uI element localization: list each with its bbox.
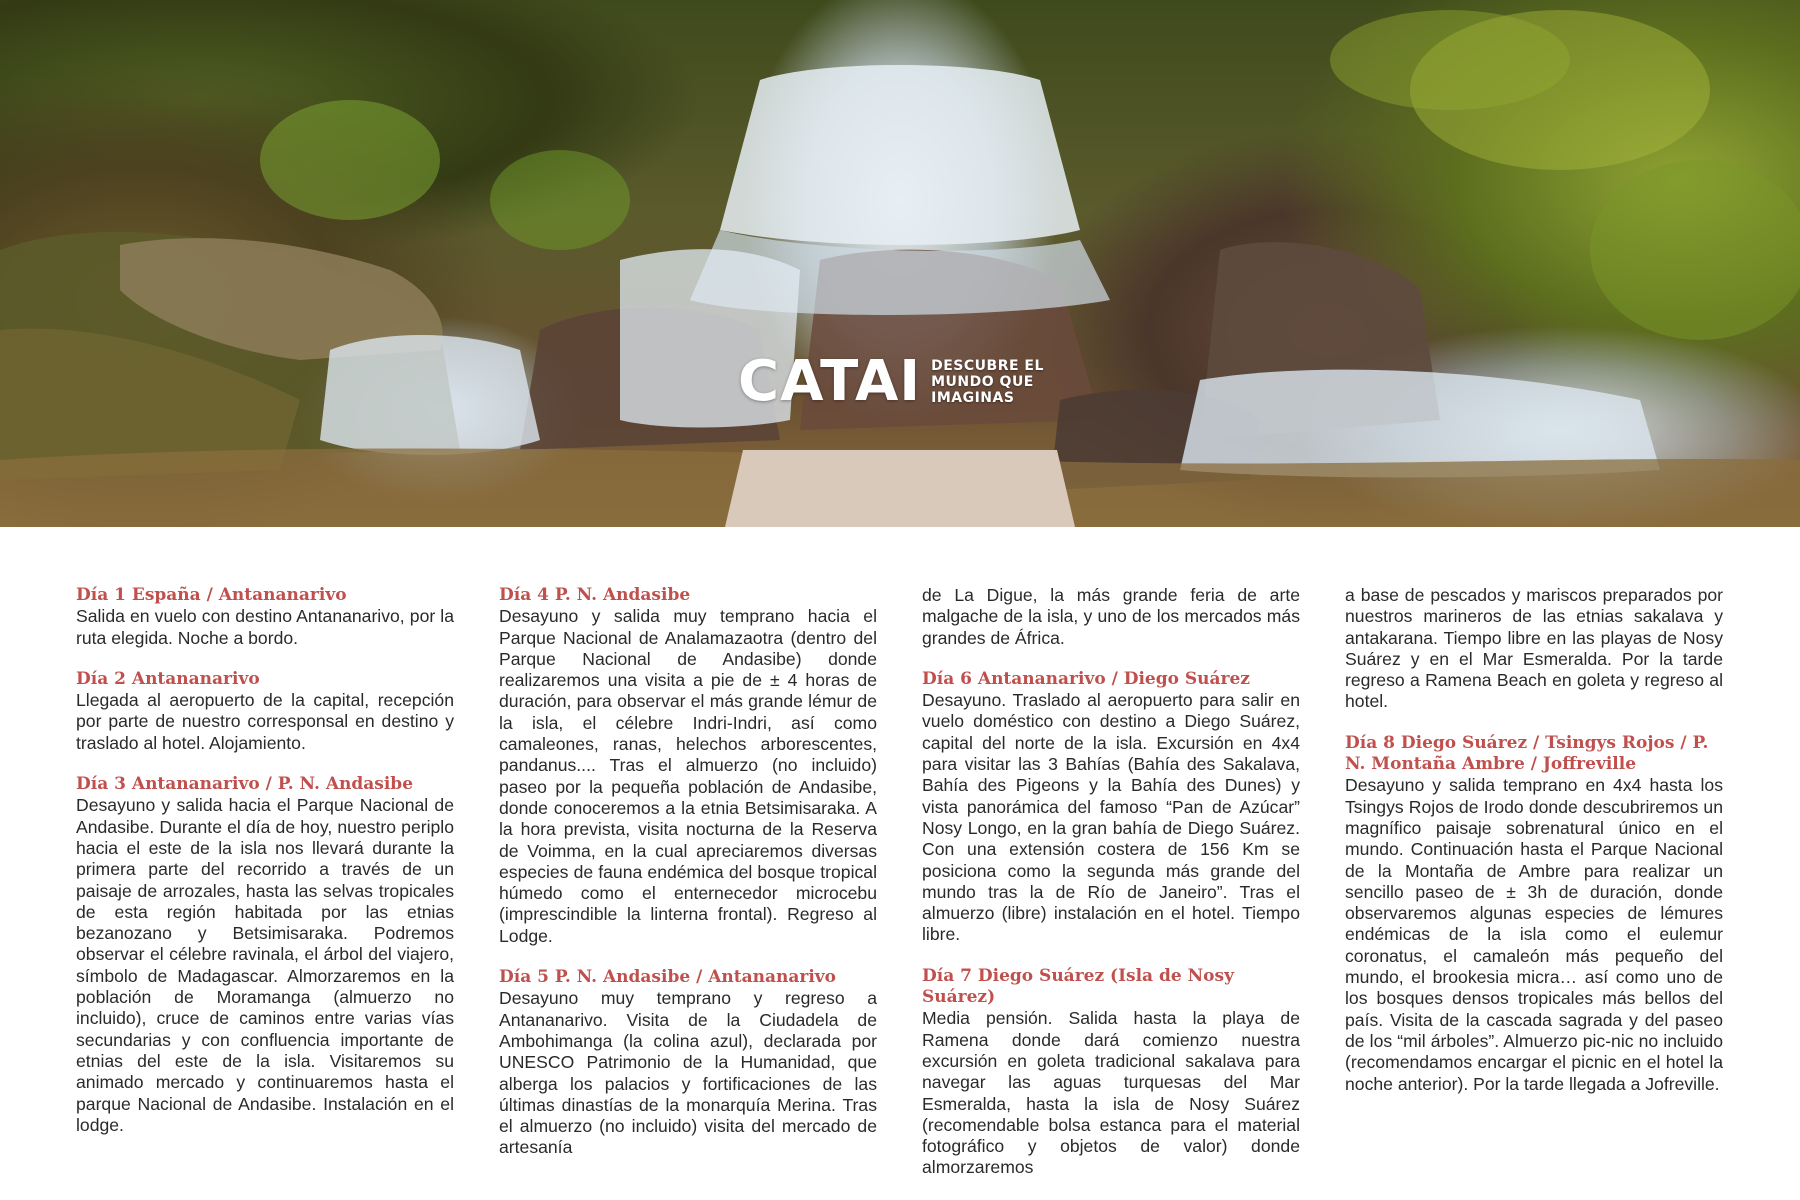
day-title: Día 8 Diego Suárez / Tsingys Rojos / P. N. Montaña Ambre / Joffreville (1345, 732, 1709, 775)
day-block (76, 669, 454, 754)
logo-tagline-line: DESCUBRE EL (931, 358, 1044, 374)
day-block (922, 966, 1300, 1179)
day-block (499, 585, 877, 947)
day-text: Desayuno muy temprano y regreso a Antananarivo. Visita de la Ciudadela de Ambohimanga (la colina azul), declarada por UNESCO Patrimonio de la Humanidad, que alberga los palacios y fortificaciones de las últimas dinastías de la monarquía Merina. Tras el almuerzo (no incluido) visita del mercado de artesanía (499, 988, 877, 1158)
day-text: Media pensión. Salida hasta la playa de Ramena donde dará comienzo nuestra excursión en goleta tradicional sakalava para navegar las aguas turquesas del Mar Esmeralda, hasta la isla de Nosy Suárez (recomendable bolsa estanca para el material fotográfico y objetos de valor) donde almorzaremos (922, 1008, 1300, 1178)
continued-text: a base de pescados y mariscos preparados por nuestros marineros de las etnias sakalava y antakarana. Tiempo libre en las playas de Nosy Suárez y en el Mar Esmeralda. Por la tarde regreso a Ramena Beach en goleta y regreso al hotel. (1345, 585, 1723, 712)
continued-text: de La Digue, la más grande feria de arte malgache de la isla, y uno de los mercados más grandes de África. (922, 585, 1300, 648)
catai-logo (738, 349, 1044, 414)
day-title: Día 7 Diego Suárez (Isla de Nosy Suárez) (922, 965, 1234, 1008)
day-title: Día 4 P. N. Andasibe (499, 585, 691, 605)
day-title: Día 5 P. N. Andasibe / Antananarivo (499, 967, 837, 988)
day-block (76, 585, 454, 649)
day-title: Día 2 Antananarivo (76, 668, 260, 689)
day-block (1345, 733, 1723, 1095)
logo-tagline (931, 358, 1044, 406)
waterfall-illustration (0, 0, 1800, 527)
itinerary-column-1 (76, 585, 454, 1156)
day-title: Día 3 Antananarivo / P. N. Andasibe (76, 774, 414, 795)
day-block (76, 774, 454, 1136)
day-title: Día 6 Antananarivo / Diego Suárez (922, 668, 1250, 689)
hero-photo-waterfall (0, 0, 1800, 527)
itinerary-column-4 (1345, 585, 1723, 1115)
day-text: Desayuno y salida hacia el Parque Nacional de Andasibe. Durante el día de hoy, nuestro periplo hacia el este de la isla nos llevará durante la primera parte del recorrido a través de un paisaje de arrozales, hasta las selvas tropicales de esta región habitada por las etnias bezanozano y Betsimisaraka. Podremos observar el célebre ravinala, el árbol del viajero, símbolo de Madagascar. Almorzaremos en la población de Moramanga (almuerzo no incluido), cruce de caminos entre varias vías secundarias y con confluencia importante de etnias del este de la isla. Visitaremos su animado mercado y continuaremos hasta el parque Nacional de Andasibe. Instalación en el lodge. (76, 795, 454, 1135)
day-block (922, 669, 1300, 946)
itinerary-column-3 (922, 585, 1300, 1199)
day-text: Desayuno y salida temprano en 4x4 hasta los Tsingys Rojos de Irodo donde descubriremos un magnífico paisaje sobrenatural único en el mundo. Continuación hasta el Parque Nacional de la Montaña de Ambre para realizar un sencillo paseo de ± 3h de duración, donde observaremos algunas especies de lémures endémicas de la isla como el eulemur coronatus, el camaleón más pequeño del mundo, el brookesia micra… así como uno de los bosques densos tropicales más bellos del país. Visita de la cascada sagrada y del paseo de los “mil árboles”. Almuerzo pic-nic no incluido (recomendamos encargar el picnic en el hotel la noche anterior). Por la tarde llegada a Jofreville. (1345, 775, 1723, 1094)
logo-tagline-line: MUNDO QUE (931, 374, 1034, 390)
decorative-tab (725, 450, 1075, 527)
logo-tagline-line: IMAGINAS (931, 390, 1015, 406)
day-text: Llegada al aeropuerto de la capital, recepción por parte de nuestro corresponsal en destino y traslado al hotel. Alojamiento. (76, 690, 454, 753)
day-title: Día 1 España / Antananarivo (76, 585, 347, 605)
day-text: Desayuno. Traslado al aeropuerto para salir en vuelo doméstico con destino a Diego Suárez, capital del norte de la isla. Excursión en 4x4 para visitar las 3 Bahías (Bahía des Sakalava, Bahía des Pigeons y la Bahía des Dunes) y vista panorámica del famoso “Pan de Azúcar” Nosy Longo, en la gran bahía de Diego Suárez. Con una extensión costera de 156 Km se posiciona como la segunda más grande del mundo tras la de Río de Janeiro”. Tras el almuerzo (libre) instalación en el hotel. Tiempo libre. (922, 690, 1300, 945)
day-text: Salida en vuelo con destino Antananarivo, por la ruta elegida. Noche a bordo. (76, 606, 454, 648)
logo-wordmark: CATAI (738, 349, 922, 414)
day-text: Desayuno y salida muy temprano hacia el Parque Nacional de Analamazaotra (dentro del Parque Nacional de Andasibe) donde realizaremos una visita a pie de ± 4 horas de duración, para observar el más grande lémur de la isla, el célebre Indri-Indri, así como camaleones, ranas, helechos arborescentes, pandanus.... Tras el almuerzo (no incluido) paseo por la pequeña población de Andasibe, donde conoceremos a la etnia Betsimisaraka. A la hora prevista, visita nocturna de la Reserva de Voimma, en la cual apreciaremos diversas especies de fauna endémica del bosque tropical húmedo como el enternecedor microcebu (imprescindible la linterna frontal). Regreso al Lodge. (499, 606, 877, 946)
itinerary-columns (0, 585, 1800, 1178)
itinerary-column-2 (499, 585, 877, 1179)
day-block (499, 967, 877, 1159)
